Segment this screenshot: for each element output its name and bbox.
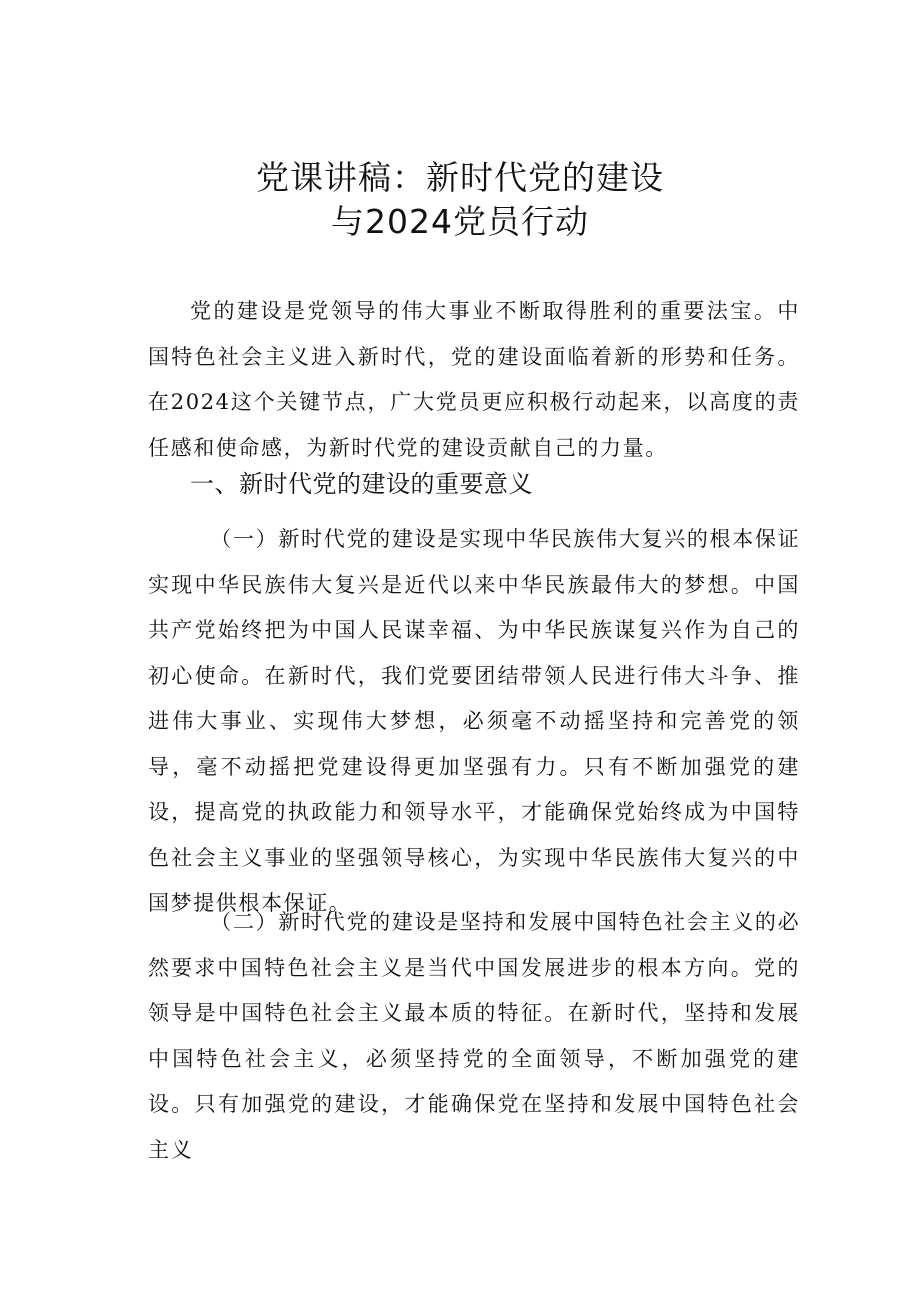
subsection-2-heading: （二）新时代党的建设是坚持和发展中国特色社会主义的必然要求	[148, 910, 800, 980]
section-1-heading: 一、新时代党的建设的重要意义	[190, 470, 533, 498]
subsection-1-heading: （一）新时代党的建设是实现中华民族伟大复兴的根本保证	[210, 527, 800, 551]
subsection-1-paragraph	[148, 517, 800, 927]
intro-paragraph: 党的建设是党领导的伟大事业不断取得胜利的重要法宝。中国特色社会主义进入新时代，党的建设面临着新的形势和任务。在2024这个关键节点，广大党员更应积极行动起来，以高度的责任感和使命感，为新时代党的建设贡献自己的力量。	[148, 299, 800, 460]
document-title-line-1: 党课讲稿：新时代党的建设	[256, 158, 664, 197]
subsection-1-text: 实现中华民族伟大复兴是近代以来中华民族最伟大的梦想。中国共产党始终把为中国人民谋幸福、为中华民族谋复兴作为自己的初心使命。在新时代，我们党要团结带领人民进行伟大斗争、推进伟大事业、实现伟大梦想，必须毫不动摇坚持和完善党的领导，毫不动摇把党建设得更加坚强有力。只有不断加强党的建设，提高党的执政能力和领导水平，才能确保党始终成为中国特色社会主义事业的坚强领导核心，为实现中华民族伟大复兴的中国梦提供根本保证。	[148, 572, 800, 915]
subsection-2-paragraph	[148, 900, 800, 1173]
subsection-2-text: 中国特色社会主义是当代中国发展进步的根本方向。党的领导是中国特色社会主义最本质的特征。在新时代，坚持和发展中国特色社会主义，必须坚持党的全面领导，不断加强党的建设。只有加强党的建设，才能确保党在坚持和发展中国特色社会主义	[148, 955, 801, 1162]
document-title-line-2: 与2024党员行动	[331, 202, 589, 241]
